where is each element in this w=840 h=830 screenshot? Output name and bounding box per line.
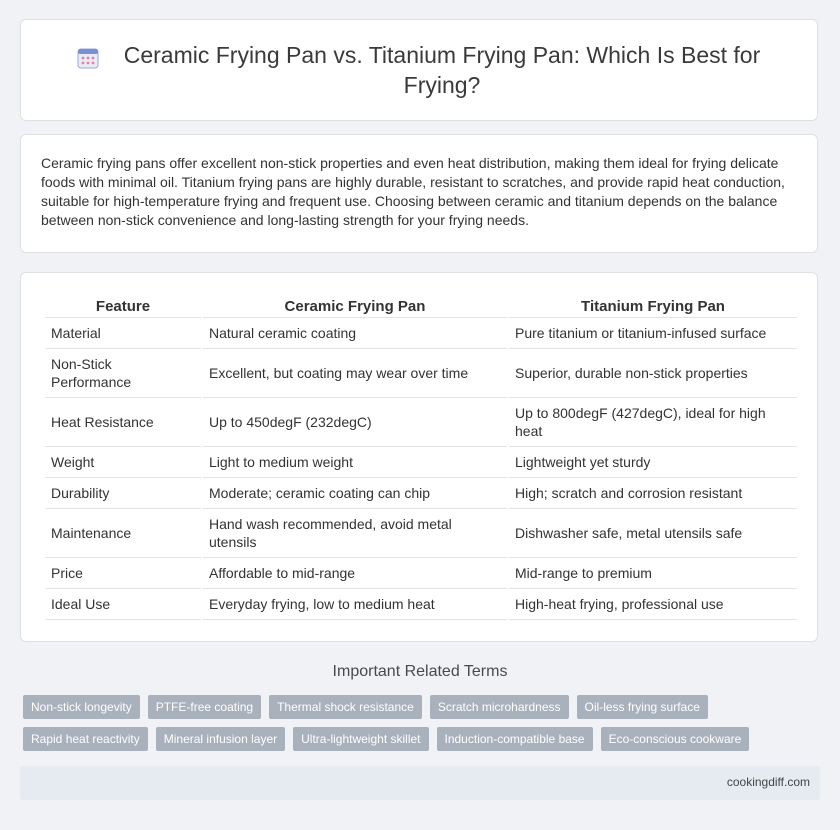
header-ceramic: Ceramic Frying Pan	[203, 295, 507, 318]
header-feature: Feature	[45, 295, 201, 318]
tag-item[interactable]: PTFE-free coating	[148, 695, 261, 719]
feature-cell: Maintenance	[45, 509, 201, 558]
ceramic-cell: Moderate; ceramic coating can chip	[203, 478, 507, 509]
tag-item[interactable]: Ultra-lightweight skillet	[293, 727, 428, 751]
ceramic-cell: Natural ceramic coating	[203, 318, 507, 349]
ceramic-cell: Affordable to mid-range	[203, 558, 507, 589]
feature-cell: Non-Stick Performance	[45, 349, 201, 398]
feature-cell: Weight	[45, 447, 201, 478]
titanium-cell: Lightweight yet sturdy	[509, 447, 797, 478]
feature-cell: Price	[45, 558, 201, 589]
comparison-table	[43, 295, 799, 620]
feature-cell: Ideal Use	[45, 589, 201, 620]
tag-item[interactable]: Thermal shock resistance	[269, 695, 422, 719]
tag-item[interactable]: Mineral infusion layer	[156, 727, 285, 751]
page-title: Ceramic Frying Pan vs. Titanium Frying Pan: Which Is Best for Frying?	[123, 42, 761, 98]
table-row	[45, 349, 797, 398]
feature-cell: Heat Resistance	[45, 398, 201, 447]
titanium-cell: High-heat frying, professional use	[509, 589, 797, 620]
related-terms-title: Important Related Terms	[332, 663, 508, 680]
titanium-cell: High; scratch and corrosion resistant	[509, 478, 797, 509]
related-terms-tags	[23, 695, 823, 759]
table-row	[45, 318, 797, 349]
tag-item[interactable]: Scratch microhardness	[430, 695, 569, 719]
table-header-row	[45, 295, 797, 318]
intro-card	[20, 134, 818, 253]
comparison-card	[20, 272, 818, 642]
header-titanium: Titanium Frying Pan	[509, 295, 797, 318]
tag-item[interactable]: Eco-conscious cookware	[601, 727, 750, 751]
titanium-cell: Dishwasher safe, metal utensils safe	[509, 509, 797, 558]
table-row	[45, 509, 797, 558]
table-row	[45, 398, 797, 447]
table-row	[45, 589, 797, 620]
header-card	[20, 19, 818, 121]
footer-site-link[interactable]: cookingdiff.com	[726, 775, 810, 789]
tag-item[interactable]: Induction-compatible base	[437, 727, 593, 751]
ceramic-cell: Up to 450degF (232degC)	[203, 398, 507, 447]
ceramic-cell: Hand wash recommended, avoid metal utensils	[203, 509, 507, 558]
tag-row	[23, 695, 823, 719]
titanium-cell: Pure titanium or titanium-infused surface	[509, 318, 797, 349]
tag-item[interactable]: Non-stick longevity	[23, 695, 140, 719]
titanium-cell: Superior, durable non-stick properties	[509, 349, 797, 398]
feature-cell: Material	[45, 318, 201, 349]
ceramic-cell: Everyday frying, low to medium heat	[203, 589, 507, 620]
intro-text: Ceramic frying pans offer excellent non-stick properties and even heat distribution, making them ideal for frying delicate foods with minimal oil. Titanium frying pans are highly durable, resistant to scratches, and provide rapid heat conduction, suitable for high-temperature frying and frequent use. Choosing between ceramic and titanium depends on the balance between non-stick convenience and long-lasting strength for your frying needs.	[41, 155, 785, 228]
table-row	[45, 447, 797, 478]
ceramic-cell: Light to medium weight	[203, 447, 507, 478]
footer	[20, 766, 820, 800]
titanium-cell: Up to 800degF (427degC), ideal for high heat	[509, 398, 797, 447]
feature-cell: Durability	[45, 478, 201, 509]
table-row	[45, 558, 797, 589]
tag-item[interactable]: Rapid heat reactivity	[23, 727, 148, 751]
calendar-grid-icon	[76, 46, 100, 70]
tag-item[interactable]: Oil-less frying surface	[577, 695, 708, 719]
tag-row	[23, 727, 823, 751]
titanium-cell: Mid-range to premium	[509, 558, 797, 589]
table-row	[45, 478, 797, 509]
ceramic-cell: Excellent, but coating may wear over time	[203, 349, 507, 398]
